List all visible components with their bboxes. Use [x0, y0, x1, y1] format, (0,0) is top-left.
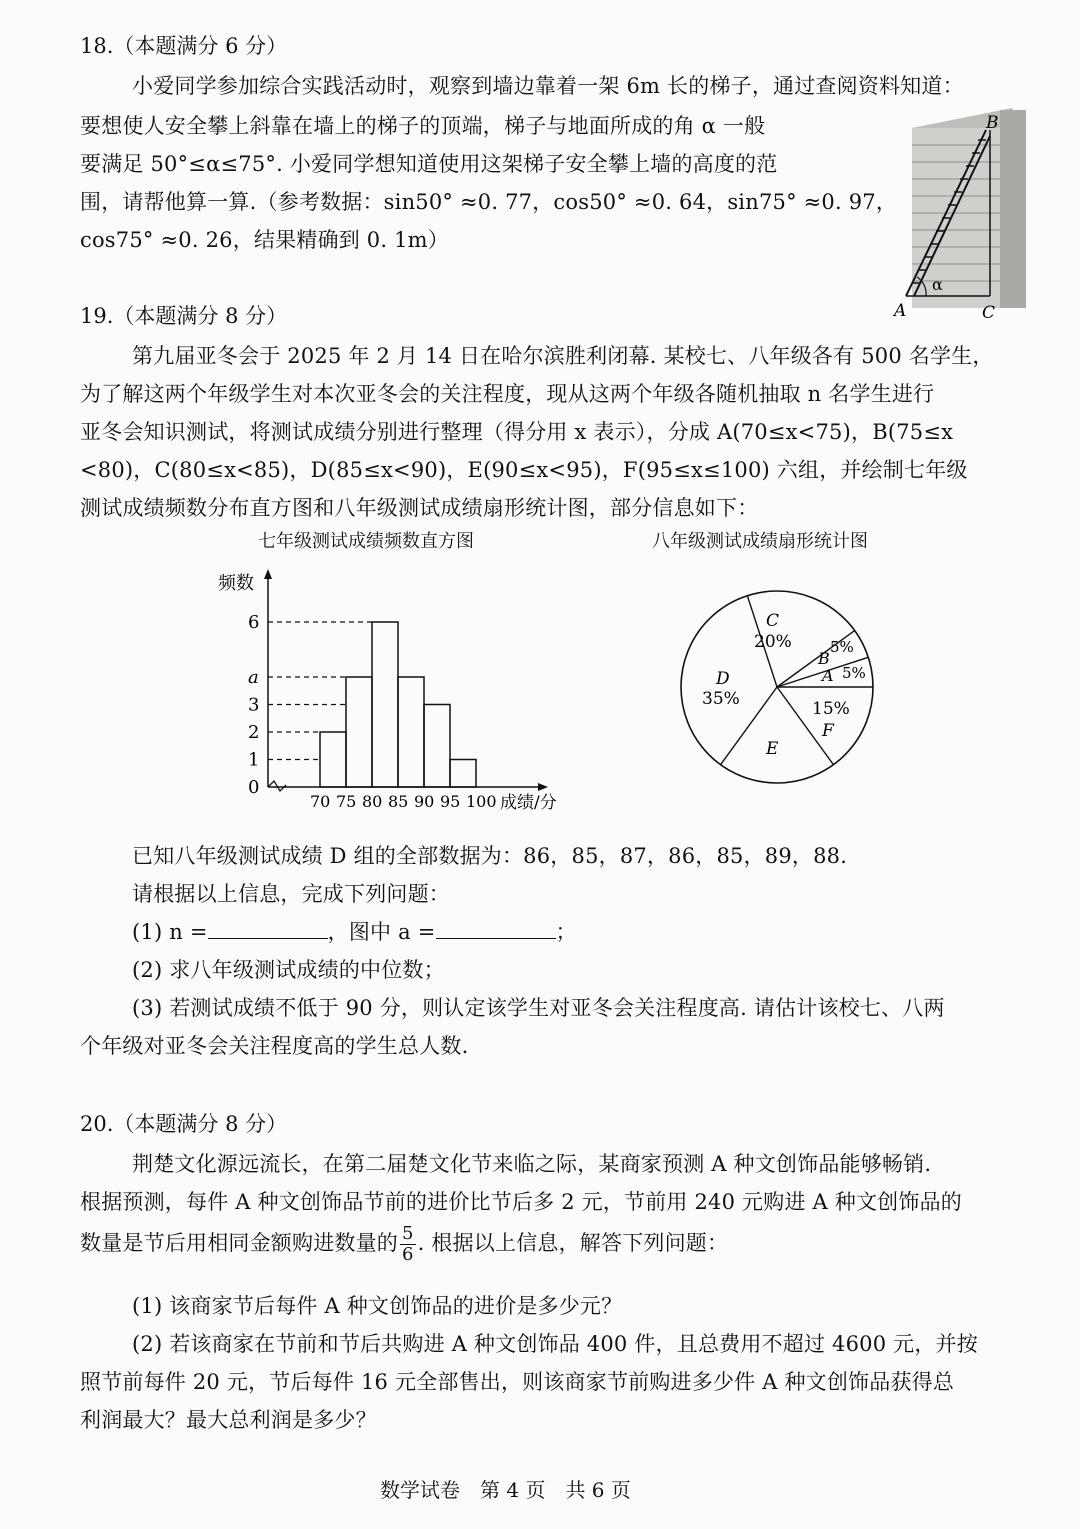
histogram-bar	[320, 732, 346, 787]
q19-part-1-b: ，图中 a =	[327, 920, 436, 944]
q19-part-3-a: (3) 若测试成绩不低于 90 分，则认定该学生对亚冬会关注程度高. 请估计该校七、八两	[132, 996, 945, 1020]
pie-pct-b: 5%	[830, 638, 854, 656]
q18-heading: 18.（本题满分 6 分）	[80, 34, 288, 58]
q18-line-2: 要想使人安全攀上斜靠在墙上的梯子的顶端，梯子与地面所成的角 α 一般	[80, 114, 766, 138]
answer-blank-a[interactable]	[436, 920, 556, 939]
histogram-bar	[398, 677, 424, 787]
wall-side	[1000, 110, 1026, 308]
q19-line-5: 测试成绩频数分布直方图和八年级测试成绩扇形统计图，部分信息如下：	[80, 496, 759, 520]
label-a: A	[894, 301, 907, 321]
x-tick-label: 100	[466, 792, 497, 811]
q20-line-3	[80, 1224, 728, 1265]
answer-blank-n[interactable]	[208, 920, 328, 939]
y-tick-label: a	[248, 667, 259, 688]
pie-label-d: D	[716, 669, 730, 689]
q20-line-3-b: . 根据以上信息，解答下列问题：	[417, 1231, 729, 1255]
y-tick-label: 1	[248, 749, 260, 771]
label-c: C	[982, 303, 996, 323]
histogram-bar	[450, 760, 476, 788]
pie-label-f: F	[822, 721, 834, 741]
y-tick-label: 3	[248, 694, 260, 716]
pie-label-b: B	[818, 649, 830, 668]
x-tick-label: 90	[414, 792, 435, 811]
q20-line-2: 根据预测，每件 A 种文创饰品节前的进价比节后多 2 元，节前用 240 元购进 A 种文创饰品的	[80, 1190, 962, 1214]
x-tick-label: 80	[362, 792, 383, 811]
q20-part-2-c: 利润最大？最大总利润是多少？	[80, 1408, 377, 1432]
q20-line-3-a: 数量是节后用相同金额购进数量的	[80, 1231, 398, 1255]
q19-line-2: 为了解这两个年级学生对本次亚冬会的关注程度，现从这两个年级各随机抽取 n 名学生进行	[80, 382, 935, 406]
pie-pct-d: 35%	[702, 689, 740, 709]
q18-line-3: 要满足 50°≤α≤75°. 小爱同学想知道使用这架梯子安全攀上墙的高度的范	[80, 152, 778, 176]
x-tick-label: 85	[388, 792, 409, 811]
pie-pct-f: 15%	[812, 699, 850, 719]
q18-line-4: 围，请帮他算一算.（参考数据：sin50° ≈0. 77，cos50° ≈0. 64，sin75° ≈0. 97，	[80, 190, 898, 214]
fraction-numerator: 5	[402, 1223, 414, 1244]
fraction-denominator: 6	[402, 1244, 414, 1265]
q20-part-2-a: (2) 若该商家在节前和节后共购进 A 种文创饰品 400 件，且总费用不超过 4600 元，并按	[132, 1332, 978, 1356]
label-alpha: α	[932, 275, 943, 294]
pie-label-e: E	[766, 739, 779, 759]
q20-line-1: 荆楚文化源远流长，在第二届楚文化节来临之际，某商家预测 A 种文创饰品能够畅销.	[132, 1152, 932, 1176]
axis-break-mark	[268, 781, 286, 791]
y-tick-label: 0	[248, 777, 260, 798]
x-tick-label: 95	[440, 792, 461, 811]
q19-heading: 19.（本题满分 8 分）	[80, 304, 288, 328]
page-footer: 数学试卷 第 4 页 共 6 页	[380, 1478, 631, 1502]
pie-pct-c: 20%	[754, 632, 792, 652]
q19-part-2: (2) 求八年级测试成绩的中位数；	[132, 958, 445, 982]
y-axis-arrow	[264, 569, 272, 579]
pie-title: 八年级测试成绩扇形统计图	[652, 531, 868, 552]
pie-label-c: C	[766, 611, 780, 631]
q20-heading: 20.（本题满分 8 分）	[80, 1112, 288, 1136]
q20-part-1: (1) 该商家节后每件 A 种文创饰品的进价是多少元？	[132, 1294, 623, 1318]
y-tick-label: 2	[248, 722, 260, 743]
histogram-title: 七年级测试成绩频数直方图	[258, 531, 474, 552]
histogram-bar	[346, 677, 372, 787]
q18-line-5: cos75° ≈0. 26，结果精确到 0. 1m）	[80, 228, 449, 252]
q19-part-1	[132, 916, 577, 946]
q19-line-1: 第九届亚冬会于 2025 年 2 月 14 日在哈尔滨胜利闭幕. 某校七、八年级各有 500 名学生，	[132, 344, 994, 368]
q19-part-1-a: (1) n =	[132, 920, 208, 944]
x-tick-label: 70	[310, 792, 331, 811]
ladder-wall-figure	[890, 100, 1040, 325]
pie-pct-a: 5%	[842, 664, 866, 682]
q19-line-4: <80)，C(80≤x<85)，D(85≤x<90)，E(90≤x<95)，F(95≤x≤100) 六组，并绘制七年级	[80, 458, 968, 482]
fraction-five-sixths	[400, 1224, 416, 1265]
y-axis-label: 频数	[218, 573, 254, 594]
q19-part-1-c: ；	[555, 920, 577, 944]
pie-chart	[670, 580, 890, 800]
q19-line-6: 已知八年级测试成绩 D 组的全部数据为：86，85，87，86，85，89，88.	[132, 844, 848, 868]
q19-line-7: 请根据以上信息，完成下列问题：	[132, 882, 450, 906]
q19-line-3: 亚冬会知识测试，将测试成绩分别进行整理（得分用 x 表示），分成 A(70≤x<75)，B(75≤x	[80, 420, 954, 444]
q18-line-1: 小爱同学参加综合实践活动时，观察到墙边靠着一架 6m 长的梯子，通过查阅资料知道：	[132, 74, 964, 98]
histogram-chart	[210, 565, 590, 815]
histogram-bar	[424, 705, 450, 788]
histogram-bar	[372, 622, 398, 787]
pie-label-a: A	[822, 666, 834, 685]
x-axis-arrow	[538, 783, 548, 791]
y-tick-label: 6	[248, 612, 260, 633]
q19-part-3-b: 个年级对亚冬会关注程度高的学生总人数.	[80, 1034, 469, 1058]
x-tick-label: 75	[336, 792, 357, 811]
q20-part-2-b: 照节前每件 20 元，节后每件 16 元全部售出，则该商家节前购进多少件 A 种文创饰品获得总	[80, 1370, 955, 1394]
label-b: B	[986, 113, 999, 133]
x-axis-label: 成绩/分	[500, 793, 557, 813]
